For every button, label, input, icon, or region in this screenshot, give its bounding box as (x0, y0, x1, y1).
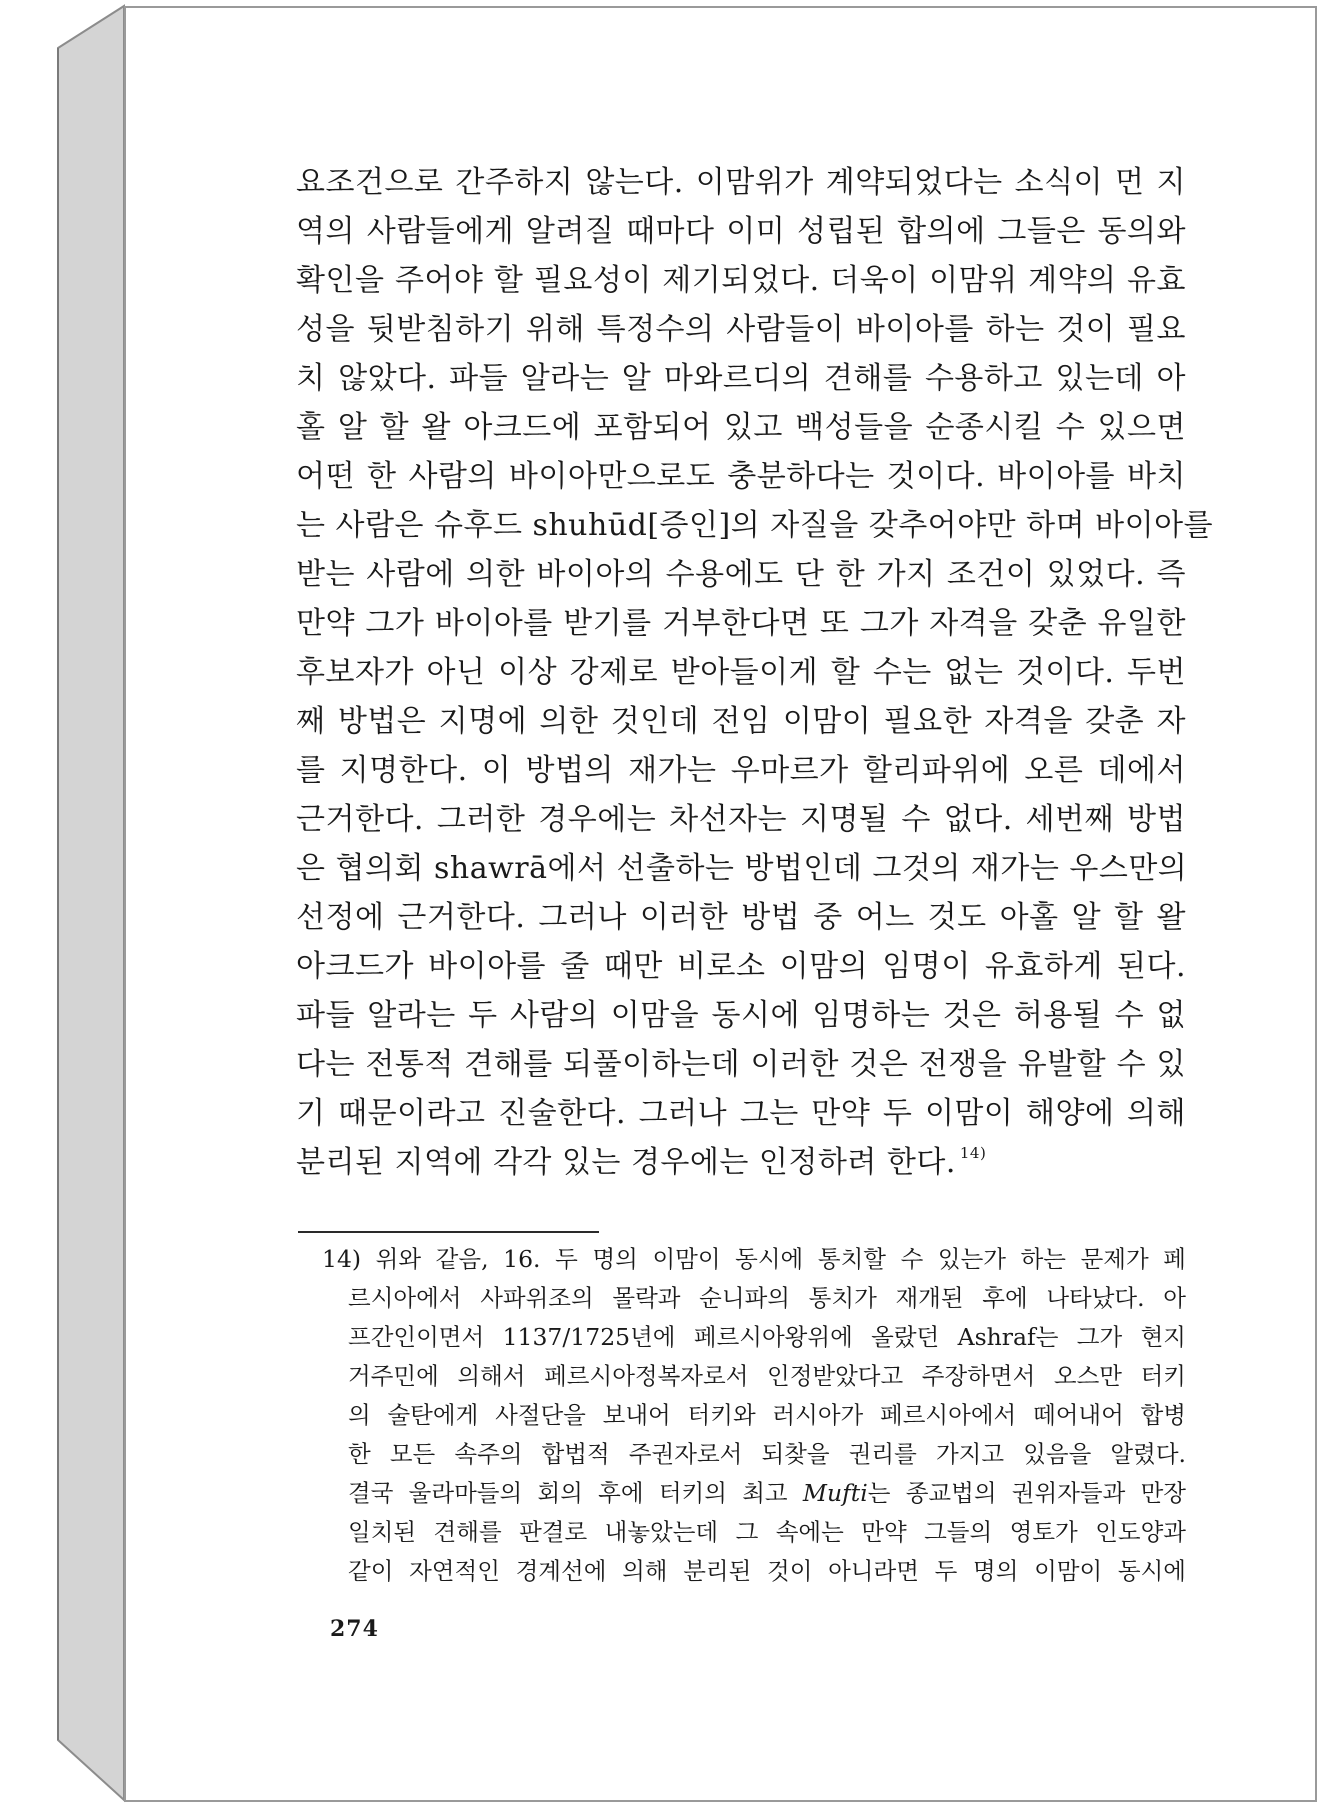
main-text (296, 158, 1214, 1187)
text-line: 파들 알라는 두 사람의 이맘을 동시에 임명하는 것은 허용될 수 없 (296, 998, 1186, 1033)
footnote-line: 거주민에 의해서 페르시아정복자로서 인정받았다고 주장하면서 오스만 터키 (348, 1362, 1186, 1390)
footnote-line (322, 1474, 1186, 1513)
text-line: 역의 사람들에게 알려질 때마다 이미 성립된 합의에 그들은 동의와 (296, 214, 1186, 249)
footnote-line: 같이 자연적인 경계선에 의해 분리된 것이 아니라면 두 명의 이맘이 동시에 (348, 1557, 1186, 1585)
page-number: 274 (330, 1616, 379, 1642)
text-line: 치 않았다. 파들 알라는 알 마와르디의 견해를 수용하고 있는데 아 (296, 361, 1186, 396)
footnote-line: 의 술탄에게 사절단을 보내어 터키와 러시아가 페르시아에서 떼어내어 합병 (348, 1401, 1186, 1429)
footnote-line: 한 모든 속주의 합법적 주권자로서 되찾을 권리를 가지고 있음을 알렸다. (348, 1440, 1186, 1468)
footnote-line: 프간인이면서 1137/1725년에 페르시아왕위에 올랐던 Ashraf는 그가 현지 (348, 1323, 1186, 1351)
footnote-line: 14) 위와 같음, 16. 두 명의 이맘이 동시에 통치할 수 있는가 하는 문제가 페 (322, 1245, 1186, 1273)
text-line: 근거한다. 그러한 경우에는 차선자는 지명될 수 없다. 세번째 방법 (296, 802, 1186, 837)
text-line: 요조건으로 간주하지 않는다. 이맘위가 계약되었다는 소식이 먼 지 (296, 165, 1186, 200)
text-line: 후보자가 아닌 이상 강제로 받아들이게 할 수는 없는 것이다. 두번 (296, 655, 1186, 690)
text-line: 선정에 근거한다. 그러나 이러한 방법 중 어느 것도 아홀 알 할 왈 (296, 900, 1186, 935)
footnote-line: 일치된 견해를 판결로 내놓았는데 그 속에는 만약 그들의 영토가 인도양과 (348, 1518, 1186, 1546)
text-line: 기 때문이라고 진술한다. 그러나 그는 만약 두 이맘이 해양에 의해 (296, 1096, 1186, 1131)
footnote-text: 결국 울라마들의 회의 후에 터키의 최고 (348, 1479, 803, 1507)
text-line: 받는 사람에 의한 바이아의 수용에도 단 한 가지 조건이 있었다. 즉 (296, 557, 1186, 592)
text-line: 다는 전통적 견해를 되풀이하는데 이러한 것은 전쟁을 유발할 수 있 (296, 1047, 1186, 1082)
footnote-italic-term: Mufti (802, 1479, 868, 1507)
text-line-content: 분리된 지역에 각각 있는 경우에는 인정하려 한다. (296, 1145, 956, 1180)
text-line: 어떤 한 사람의 바이아만으로도 충분하다는 것이다. 바이아를 바치 (296, 459, 1186, 494)
footnote-text: 는 종교법의 권위자들과 만장 (867, 1479, 1186, 1507)
text-line-last (296, 1138, 1186, 1187)
text-line: 성을 뒷받침하기 위해 특정수의 사람들이 바이아를 하는 것이 필요 (296, 312, 1186, 347)
text-line: 는 사람은 슈후드 shuhūd[증인]의 자질을 갖추어야만 하며 바이아를 (296, 508, 1214, 543)
text-line: 째 방법은 지명에 의한 것인데 전임 이맘이 필요한 자격을 갖춘 자 (296, 704, 1186, 739)
text-line: 만약 그가 바이아를 받기를 거부한다면 또 그가 자격을 갖춘 유일한 (296, 606, 1186, 641)
text-line: 를 지명한다. 이 방법의 재가는 우마르가 할리파위에 오른 데에서 (296, 753, 1186, 788)
text-line: 은 협의회 shawrā에서 선출하는 방법인데 그것의 재가는 우스만의 (296, 851, 1188, 886)
footnote-divider (298, 1231, 599, 1233)
footnote-reference[interactable]: 14) (959, 1144, 987, 1162)
footnote-line: 르시아에서 사파위조의 몰락과 순니파의 통치가 재개된 후에 나타났다. 아 (348, 1284, 1186, 1312)
text-line: 확인을 주어야 할 필요성이 제기되었다. 더욱이 이맘위 계약의 유효 (296, 263, 1186, 298)
text-line: 아크드가 바이아를 줄 때만 비로소 이맘의 임명이 유효하게 된다. (296, 949, 1186, 984)
footnote (322, 1240, 1186, 1591)
text-line: 홀 알 할 왈 아크드에 포함되어 있고 백성들을 순종시킬 수 있으면 (296, 410, 1186, 445)
